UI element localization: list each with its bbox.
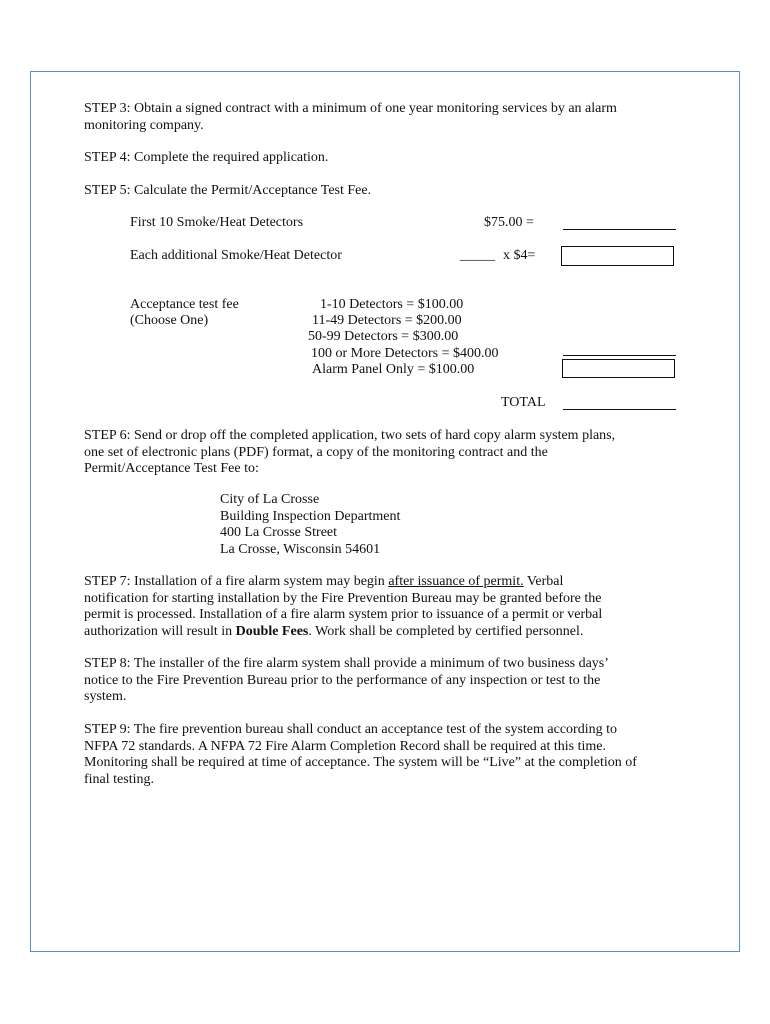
step-6-line: one set of electronic plans (PDF) format, a copy of the monitoring contract and the (84, 444, 548, 460)
step-7-text: . Work shall be completed by certified personnel. (308, 623, 584, 639)
step-4-line: STEP 4: Complete the required application. (84, 150, 329, 165)
first-10-detectors-amount: $75.00 = (484, 215, 534, 230)
step-7-emphasis: after issuance of permit. (388, 574, 524, 589)
step-8-line: notice to the Fire Prevention Bureau prior to the performance of any inspection or test to the (84, 672, 601, 688)
step-3-line: monitoring company. (84, 117, 204, 133)
address-line: Building Inspection Department (220, 508, 401, 524)
total-label: TOTAL (501, 395, 546, 410)
additional-detector-rate: x $4= (503, 248, 536, 263)
step-7-line: notification for starting installation by the Fire Prevention Bureau may be granted before the (84, 590, 602, 606)
step-8-paragraph (84, 656, 690, 706)
step-9-line: NFPA 72 standards. A NFPA 72 Fire Alarm Completion Record shall be required at this time. (84, 738, 607, 754)
address-line: City of La Crosse (220, 492, 320, 507)
step-9-paragraph (84, 722, 690, 788)
step-7-text: authorization will result in (84, 623, 236, 639)
step-6-line: STEP 6: Send or drop off the completed application, two sets of hard copy alarm system plans, (84, 428, 616, 443)
step-7-line (84, 574, 690, 591)
address-line: 400 La Crosse Street (220, 525, 338, 540)
additional-detector-label: Each additional Smoke/Heat Detector (130, 248, 342, 263)
mailing-address (220, 492, 400, 558)
step-7-line (84, 624, 690, 641)
acceptance-option: 1-10 Detectors = $100.00 (320, 297, 464, 312)
address-line: La Crosse, Wisconsin 54601 (220, 541, 381, 557)
step-9-line: STEP 9: The fire prevention bureau shall conduct an acceptance test of the system according to (84, 722, 617, 737)
acceptance-option: 11-49 Detectors = $200.00 (312, 313, 462, 328)
step-7-text: Verbal (523, 574, 564, 589)
acceptance-fee-label: Acceptance test fee (130, 297, 239, 312)
step-3-paragraph (84, 101, 690, 134)
step-7-text: STEP 7: Installation of a fire alarm system may begin (84, 574, 389, 589)
acceptance-fee-field[interactable] (562, 359, 675, 378)
additional-detector-count-blank[interactable]: _____ (460, 248, 495, 263)
step-4-paragraph (84, 150, 690, 167)
total-fee-blank[interactable] (563, 409, 676, 410)
step-6-paragraph (84, 428, 690, 478)
additional-detector-fee-field[interactable] (561, 246, 674, 266)
step-7-line: permit is processed. Installation of a fire alarm system prior to issuance of a permit or verbal (84, 607, 603, 622)
first-10-detectors-label: First 10 Smoke/Heat Detectors (130, 215, 304, 230)
step-9-line: final testing. (84, 771, 154, 787)
acceptance-fee-top-line (563, 355, 676, 356)
step-8-line: STEP 8: The installer of the fire alarm system shall provide a minimum of two business days’ (84, 656, 609, 671)
acceptance-option: 50-99 Detectors = $300.00 (308, 329, 459, 344)
step-8-line: system. (84, 689, 127, 704)
acceptance-fee-sublabel: (Choose One) (130, 313, 209, 328)
step-6-line: Permit/Acceptance Test Fee to: (84, 461, 259, 476)
step-3-line: STEP 3: Obtain a signed contract with a minimum of one year monitoring services by an alarm (84, 101, 617, 116)
step-5-paragraph (84, 183, 690, 200)
step-7-paragraph (84, 574, 690, 640)
first-10-fee-blank[interactable] (563, 229, 676, 230)
double-fees-emphasis: Double Fees (235, 623, 309, 639)
step-9-line: Monitoring shall be required at time of acceptance. The system will be “Live” at the completion of (84, 755, 637, 770)
acceptance-option: 100 or More Detectors = $400.00 (311, 346, 499, 361)
step-5-line: STEP 5: Calculate the Permit/Acceptance Test Fee. (84, 183, 372, 198)
acceptance-option: Alarm Panel Only = $100.00 (312, 362, 475, 377)
